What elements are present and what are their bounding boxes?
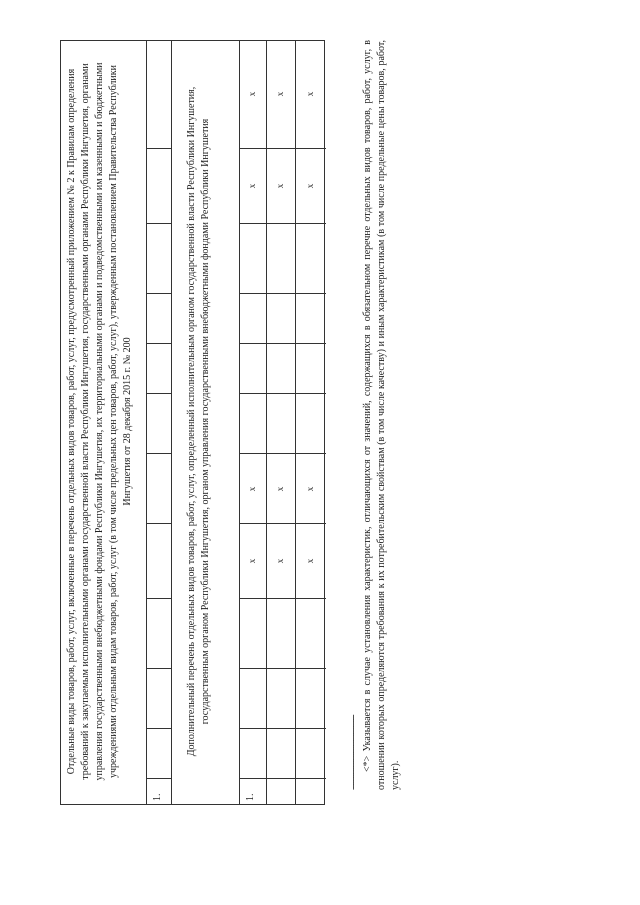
footnote-rule: -------------------------------- [348,715,359,790]
table-mark: x [275,558,285,564]
table-mark: x [305,486,315,492]
column-border [146,453,171,454]
column-border [239,668,326,669]
table-mark: x [247,91,257,97]
row-border [239,41,240,804]
table-mark: x [247,486,257,492]
row-border [146,41,147,804]
column-border [146,343,171,344]
table-mark: x [305,91,315,97]
column-border [146,293,171,294]
column-border [239,343,326,344]
table-mark: x [247,183,257,189]
section1-row-number: 1. [152,793,163,801]
section2-heading: Дополнительный перечень отдельных видов товаров, работ, услуг, определенный исполнительным органом государственной власти Республики Ингушетия, государственным органом Республики Ингушетия, органом управления государственными внебюджетными фондами Республики Ингушетия [186,86,211,757]
column-border [239,453,326,454]
column-border [146,668,171,669]
table-mark: x [247,558,257,564]
column-border [239,293,326,294]
column-border [239,523,326,524]
column-border [239,223,326,224]
requirements-table [60,40,325,805]
column-border [146,223,171,224]
column-border [146,778,171,779]
table-mark: x [275,91,285,97]
column-border [146,728,171,729]
table-mark: x [275,486,285,492]
column-border [239,598,326,599]
column-border [239,728,326,729]
footnote-text: <*> Указывается в случае установления характеристик, отличающихся от значений, содержащихся в обязательном перечне отдельных видов товаров, работ, услуг, в отношении которых определяются требования к их потребительским свойствам (в том числе качеству) и иным характеристикам (в том числе предельные цены товаров, работ, услуг). [362,40,401,790]
row-border [266,41,267,804]
table-mark: x [305,558,315,564]
column-border [239,148,326,149]
section1-heading: Отдельные виды товаров, работ, услуг, включенные в перечень отдельных видов товаров, работ, услуг, предусмотренный приложением № 2 к Правилам определения требований к закупаемым исполнительными органами государственной власти Республики Ингушетия, государственными органами Республики Ингушетия, органами управления государственными внебюджетными фондами Республики Ингушетия, их территориальными органами и подведомственными им казенными и бюджетными учреждениями отдельным видам товаров, работ, услуг (в том числе предельных цен товаров, работ, услуг), утвержденным постановлением Правительства Республики Ингушетия от 28 декабря 2015 г. № 200 [66,62,133,781]
column-border [146,598,171,599]
column-border [239,393,326,394]
column-border [146,523,171,524]
table-mark: x [305,183,315,189]
column-border [146,148,171,149]
column-border [239,778,326,779]
table-mark: x [275,183,285,189]
section2-row-number: 1. [245,793,256,801]
row-border [171,41,172,804]
row-border [295,41,296,804]
column-border [146,393,171,394]
